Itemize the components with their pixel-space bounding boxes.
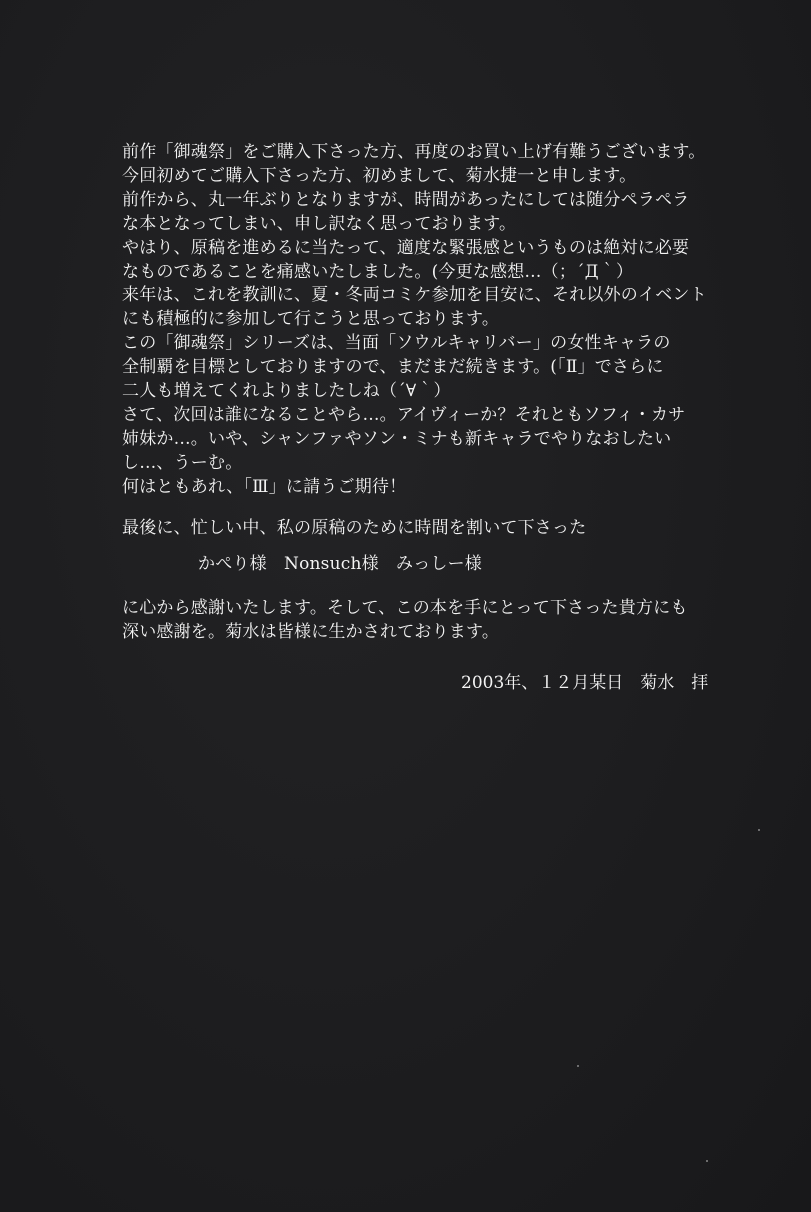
text-line: この「御魂祭」シリーズは、当面「ソウルキャリバー」の女性キャラの <box>122 333 671 354</box>
text-line: 何はともあれ、「Ⅲ」に請うご期待！ <box>122 476 407 497</box>
afterword-text <box>122 141 782 645</box>
text-line: 全制覇を目標としておりますので、まだまだ続きます。(「Ⅱ」でさらに <box>122 357 664 378</box>
paper-speck <box>577 1065 579 1067</box>
text-line: 姉妹か…。いや、シャンファやソン・ミナも新キャラでやりなおしたい <box>122 428 672 449</box>
text-line: な本となってしまい、申し訳なく思っております。 <box>122 213 517 234</box>
paper-speck <box>758 829 760 831</box>
text-line: 今回初めてご購入下さった方、初めまして、菊水捷一と申します。 <box>122 165 637 186</box>
text-line: さて、次回は誰になることやら…。アイヴィーか？それともソフィ・カサ <box>122 404 686 425</box>
text-line: し…、うーむ。 <box>122 452 243 473</box>
text-line: 深い感謝を。菊水は皆様に生かされております。 <box>122 622 500 643</box>
text-line: やはり、原稿を進めるに当たって、適度な緊張感というものは絶対に必要 <box>122 237 690 258</box>
paper-speck <box>706 1160 708 1162</box>
closing-intro-line: 最後に、忙しい中、私の原稿のために時間を割いて下さった <box>122 517 587 538</box>
text-line: にも積極的に参加して行こうと思っております。 <box>122 309 500 330</box>
text-line: 来年は、これを教訓に、夏・冬両コミケ参加を目安に、それ以外のイベント <box>122 285 707 306</box>
text-line: に心から感謝いたします。そして、この本を手にとって下さった貴方にも <box>122 598 688 619</box>
signature-date-line: 2003年、１２月某日 菊水 拝 <box>461 673 709 693</box>
text-line: 前作「御魂祭」をご購入下さった方、再度のお買い上げ有難うございます。 <box>122 142 706 162</box>
text-line: なものであることを痛感いたしました。(今更な感想…（；´Д｀） <box>122 261 634 282</box>
text-line: 二人も増えてくれよりましたしね（´∀｀） <box>122 381 451 402</box>
thanks-names: かぺり様 Nonsuch様 みっしー様 <box>198 553 483 574</box>
text-line: 前作から、丸一年ぶりとなりますが、時間があったにしては随分ペラペラ <box>122 189 690 210</box>
